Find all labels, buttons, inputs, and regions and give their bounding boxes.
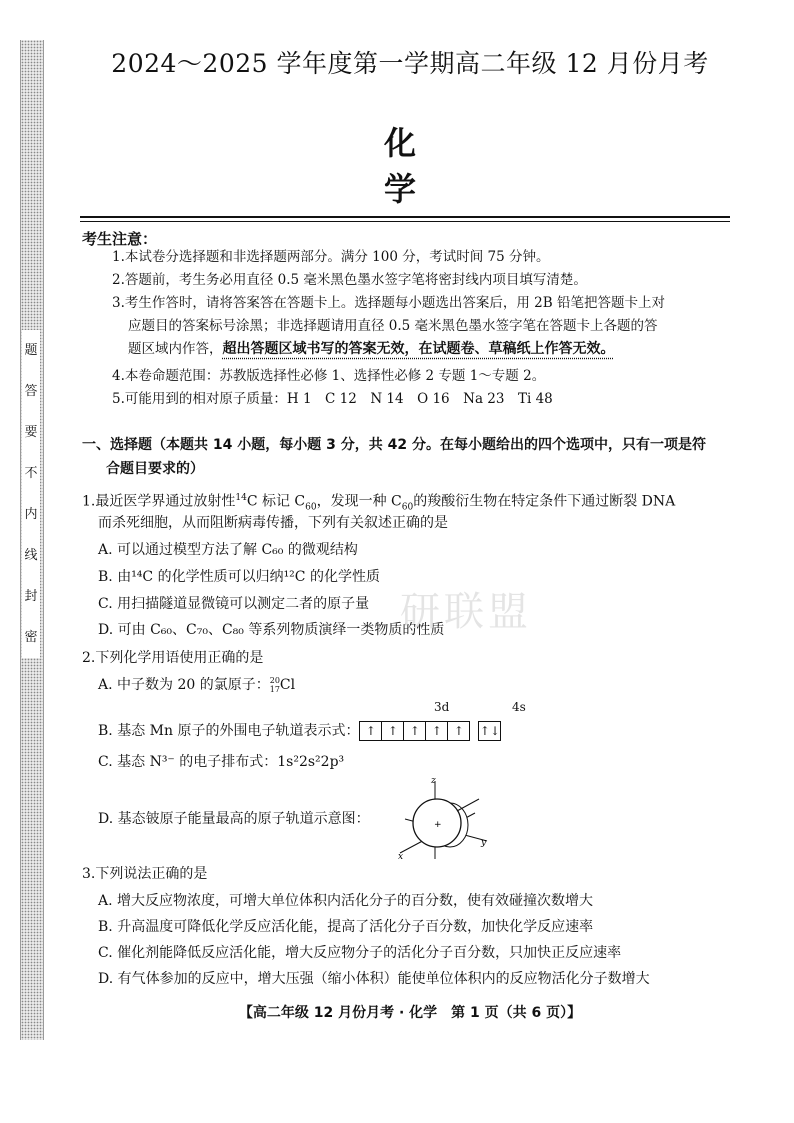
watermark: 研联盟 <box>400 589 532 635</box>
nucleus-sign: + <box>434 820 442 830</box>
orbital-label-4s: 4s <box>512 700 526 714</box>
binding-char: 要 <box>22 412 40 453</box>
binding-char: 内 <box>22 494 40 535</box>
orbital-diagram-3d <box>360 723 470 739</box>
divider <box>80 216 730 218</box>
orbital-label-3d: 3d <box>434 700 450 714</box>
notice-item <box>128 338 615 361</box>
element-symbol: Cl <box>279 677 296 693</box>
q1-sub: 60 <box>305 502 317 513</box>
binding-char: 线 <box>22 535 40 576</box>
mass-number: 20 <box>269 676 280 685</box>
q1-text: 的羧酸衍生物在特定条件下通过断裂 DNA <box>413 493 676 510</box>
exam-title: 2024～2025 学年度第一学期高二年级 12 月份月考 <box>111 49 709 78</box>
notice-text: 题区域内作答， <box>128 341 223 357</box>
binding-notice <box>20 330 42 658</box>
orbital-box: ↑ <box>425 721 448 741</box>
question-1-stem-cont: 而杀死细胞，从而阻断病毒传播，下列有关叙述正确的是 <box>98 515 448 531</box>
binding-char: 密 <box>22 617 40 658</box>
orbital-box: ↑ <box>359 721 382 741</box>
orbital-box: ↑↓ <box>478 721 501 741</box>
section-heading: 一、选择题（本题共 14 小题，每小题 3 分，共 42 分。在每小题给出的四个选项中，只有一项是符 <box>82 437 706 453</box>
question-2-option-d: D. 基态铍原子能量最高的原子轨道示意图： <box>98 811 370 827</box>
orbital-box: ↑ <box>381 721 404 741</box>
notice-item: 3.考生作答时，请将答案答在答题卡上。选择题每小题选出答案后，用 2B 铅笔把答题卡上对 <box>112 295 665 311</box>
question-2-option-b <box>98 719 501 743</box>
binding-char: 题 <box>22 330 40 371</box>
question-3-option-c: C. 催化剂能降低反应活化能，增大反应物分子的活化分子百分数，只加快正反应速率 <box>98 945 622 961</box>
question-2-option-a <box>98 673 295 697</box>
notice-item: 应题目的答案标号涂黑；非选择题请用直径 0.5 毫米黑色墨水签字笔在答题卡上各题的答 <box>128 318 658 334</box>
nuclide-numbers <box>270 676 280 694</box>
orbital-diagram-4s <box>479 723 501 739</box>
divider <box>80 221 730 222</box>
notice-item: 4.本卷命题范围：苏教版选择性必修 1、选择性必修 2 专题 1～专题 2。 <box>112 368 546 384</box>
binding-char: 不 <box>22 453 40 494</box>
y-axis-label: y <box>481 838 487 848</box>
page-footer: 【高二年级 12 月份月考 · 化学 第 1 页（共 6 页）】 <box>238 1005 582 1021</box>
atomic-number: 17 <box>269 685 280 694</box>
x-axis-label: x <box>398 852 404 861</box>
orbital-box: ↑ <box>403 721 426 741</box>
z-axis-label: z <box>431 776 436 786</box>
question-3-option-a: A. 增大反应物浓度，可增大单位体积内活化分子的百分数，使有效碰撞次数增大 <box>98 893 594 909</box>
q2a-text: A. 中子数为 20 的氯原子： <box>98 677 270 693</box>
q1-text: C 标记 C <box>246 493 306 510</box>
orbital-box: ↑ <box>447 721 470 741</box>
q1-sup: 14 <box>235 493 247 503</box>
notice-emphasis: 超出答题区域书写的答案无效，在试题卷、草稿纸上作答无效。 <box>222 341 615 357</box>
question-1-option-c: C. 用扫描隧道显微镜可以测定二者的原子量 <box>98 596 370 612</box>
q1-text: 1.最近医学界通过放射性 <box>82 493 236 510</box>
question-2-option-c: C. 基态 N³⁻ 的电子排布式：1s²2s²2p³ <box>98 754 345 770</box>
question-3-stem: 3.下列说法正确的是 <box>82 866 208 882</box>
question-3-option-d: D. 有气体参加的反应中，增大压强（缩小体积）能使单位体积内的反应物活化分子数增大 <box>98 971 650 987</box>
q1-text: ，发现一种 C <box>316 493 402 510</box>
binding-char: 封 <box>22 576 40 617</box>
subject-title: 化学 <box>383 124 476 208</box>
question-1-option-d: D. 可由 C₆₀、C₇₀、C₈₀ 等系列物质演绎一类物质的性质 <box>98 622 445 638</box>
orbital-schematic <box>395 773 505 861</box>
question-2-stem: 2.下列化学用语使用正确的是 <box>82 650 264 666</box>
binding-char: 答 <box>22 371 40 412</box>
section-heading-cont: 合题目要求的） <box>106 461 204 477</box>
question-1-option-a: A. 可以通过模型方法了解 C₆₀ 的微观结构 <box>98 542 358 558</box>
notice-item: 1.本试卷分选择题和非选择题两部分。满分 100 分，考试时间 75 分钟。 <box>112 249 550 265</box>
notice-heading: 考生注意： <box>82 230 158 248</box>
notice-item: 2.答题前，考生务必用直径 0.5 毫米黑色墨水签字笔将密封线内项目填写清楚。 <box>112 272 587 288</box>
question-3-option-b: B. 升高温度可降低化学反应活化能，提高了活化分子百分数，加快化学反应速率 <box>98 919 594 935</box>
q2b-text: B. 基态 Mn 原子的外围电子轨道表示式： <box>98 723 360 739</box>
axis-ext <box>457 799 479 811</box>
q1-sub: 60 <box>401 502 414 513</box>
question-1-option-b: B. 由¹⁴C 的化学性质可以归纳¹²C 的化学性质 <box>98 569 380 585</box>
notice-item: 5.可能用到的相对原子质量：H 1 C 12 N 14 O 16 Na 23 Ti 48 <box>112 391 553 407</box>
